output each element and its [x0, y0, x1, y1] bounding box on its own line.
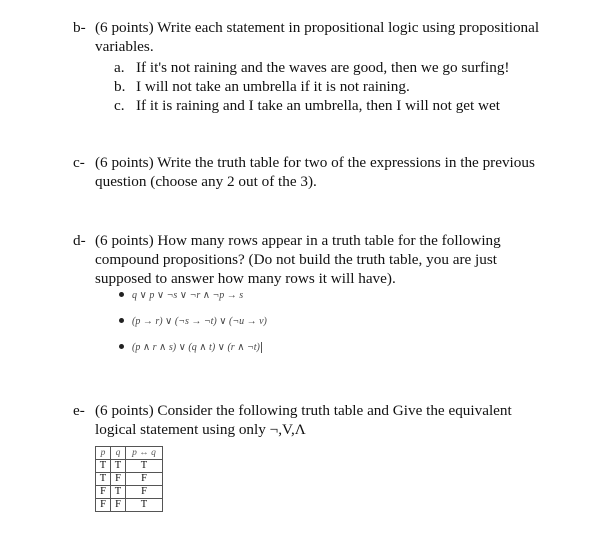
question-c-text-line1: (6 points) Write the truth table for two of the expressions in the previous	[95, 154, 535, 171]
item-letter: a.	[114, 59, 125, 76]
header-cell-p: p	[96, 447, 111, 460]
truth-table	[95, 446, 163, 512]
table-cell: T	[111, 460, 126, 473]
question-b-label: b-	[73, 19, 86, 36]
table-row	[96, 473, 163, 486]
formula-text: q ∨ p ∨ ¬s ∨ ¬r ∧ ¬p → s	[132, 290, 244, 301]
bullet-icon	[119, 344, 124, 349]
question-c-label: c-	[73, 154, 85, 171]
table-cell: F	[126, 473, 163, 486]
table-cell: T	[111, 486, 126, 499]
table-cell: T	[96, 473, 111, 486]
question-b-text-line2: variables.	[95, 38, 154, 55]
table-cell: F	[111, 473, 126, 486]
truth-table-header	[96, 447, 163, 460]
table-row	[96, 486, 163, 499]
table-row	[96, 460, 163, 473]
question-b-item-b	[114, 77, 410, 96]
table-cell: T	[126, 460, 163, 473]
question-e-text-line1: (6 points) Consider the following truth table and Give the equivalent	[95, 402, 512, 419]
bullet-icon	[119, 318, 124, 323]
formula-2	[119, 315, 267, 329]
table-cell: F	[126, 486, 163, 499]
item-letter: c.	[114, 97, 125, 114]
formula-text: (p → r) ∨ (¬s → ¬t) ∨ (¬u → v)	[132, 316, 267, 327]
question-e-text-line2: logical statement using only ¬,V,Λ	[95, 421, 306, 438]
header-cell-q: q	[111, 447, 126, 460]
bullet-icon	[119, 292, 124, 297]
question-d-label: d-	[73, 232, 86, 249]
item-text: If it is raining and I take an umbrella, then I will not get wet	[136, 97, 500, 114]
text-cursor-icon	[261, 342, 262, 353]
question-d-text-line1: (6 points) How many rows appear in a truth table for the following	[95, 232, 501, 249]
table-row	[96, 499, 163, 512]
item-letter: b.	[114, 78, 126, 95]
table-cell: T	[96, 460, 111, 473]
question-c-text-line2: question (choose any 2 out of the 3).	[95, 173, 317, 190]
item-text: If it's not raining and the waves are good, then we go surfing!	[136, 59, 510, 76]
question-d-text-line3: supposed to answer how many rows it will have).	[95, 270, 396, 287]
table-cell: F	[96, 486, 111, 499]
question-d-text-line2: compound propositions? (Do not build the truth table, you are just	[95, 251, 497, 268]
question-b-item-c	[114, 96, 500, 115]
table-cell: T	[126, 499, 163, 512]
table-cell: F	[96, 499, 111, 512]
question-b-text-line1: (6 points) Write each statement in propositional logic using propositional	[95, 19, 540, 36]
formula-3	[119, 341, 262, 355]
table-cell: F	[111, 499, 126, 512]
question-e-label: e-	[73, 402, 85, 419]
question-b-item-a	[114, 58, 509, 77]
formula-1	[119, 289, 243, 303]
formula-text: (p ∧ r ∧ s) ∨ (q ∧ t) ∨ (r ∧ ¬t)	[132, 342, 260, 353]
header-cell-biconditional: p ↔ q	[126, 447, 163, 460]
item-text: I will not take an umbrella if it is not raining.	[136, 78, 410, 95]
